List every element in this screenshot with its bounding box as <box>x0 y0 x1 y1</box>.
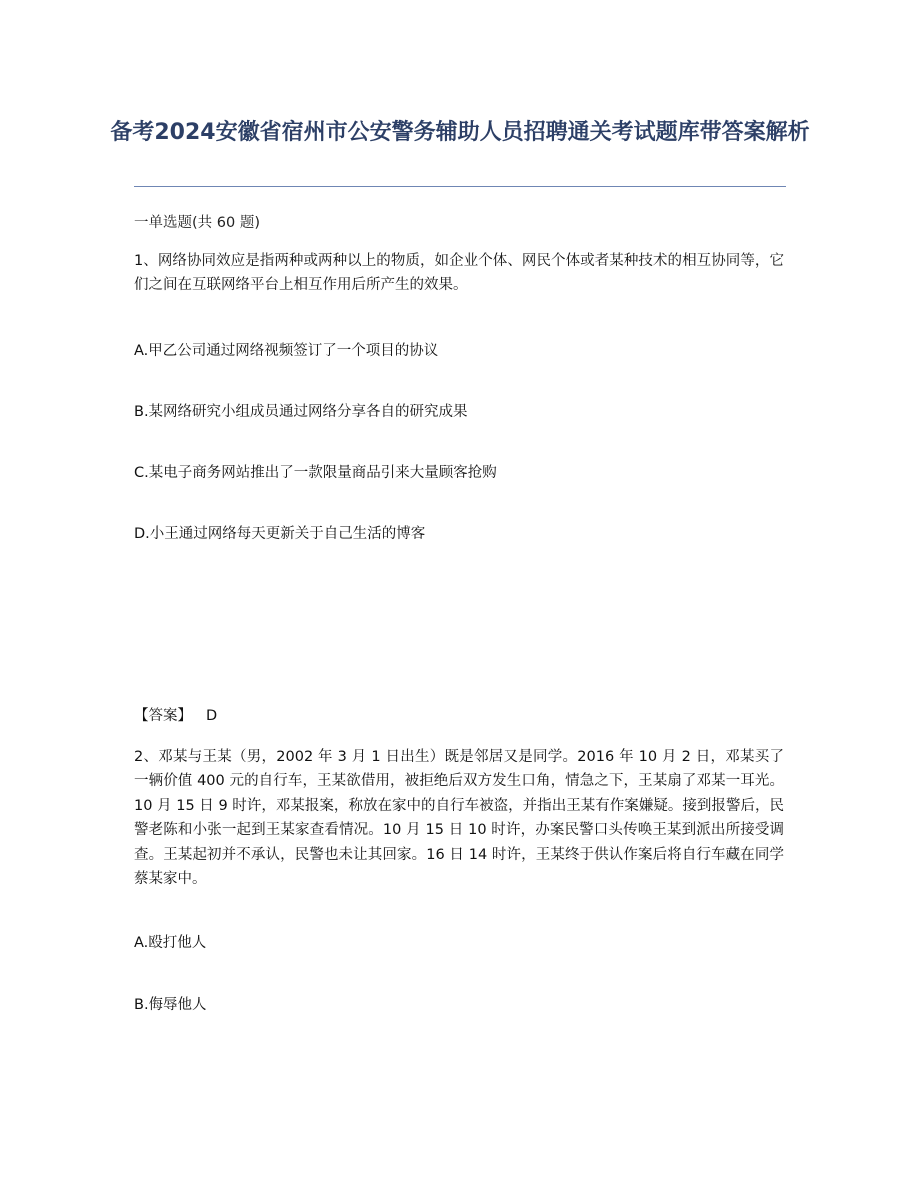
question-1-option-d: D.小王通过网络每天更新关于自己生活的博客 <box>134 526 426 542</box>
answer-label: 【答案】 <box>134 708 192 724</box>
title-divider <box>134 186 786 187</box>
question-2-option-b: B.侮辱他人 <box>134 997 207 1013</box>
question-1-answer <box>134 704 217 728</box>
section-heading: 一单选题(共 60 题) <box>134 215 260 231</box>
question-2-option-a: A.殴打他人 <box>134 935 207 951</box>
question-1-option-b: B.某网络研究小组成员通过网络分享各自的研究成果 <box>134 404 468 420</box>
question-1-stem: 1、网络协同效应是指两种或两种以上的物质，如企业个体、网民个体或者某种技术的相互协同等，它们之间在互联网络平台上相互作用后所产生的效果。 <box>134 253 784 294</box>
answer-value: D <box>206 708 218 724</box>
document-title: 备考2024安徽省宿州市公安警务辅助人员招聘通关考试题库带答案解析 <box>110 120 810 145</box>
question-1-option-c: C.某电子商务网站推出了一款限量商品引来大量顾客抢购 <box>134 465 497 481</box>
question-1-option-a: A.甲乙公司通过网络视频签订了一个项目的协议 <box>134 343 439 359</box>
question-2-stem: 2、邓某与王某（男，2002 年 3 月 1 日出生）既是邻居又是同学。2016 年 10 月 2 日，邓某买了一辆价值 400 元的自行车，王某欲借用，被拒绝后双方发生口角，情急之下，王某扇了邓某一耳光。10 月 15 日 9 时许，邓某报案，称放在家中的自行车被盗，并指出王某有作案嫌疑。接到报警后，民警老陈和小张一起到王某家查看情况。10 月 15 日 10 时许，办案民警口头传唤王某到派出所接受调查。王某起初并不承认，民警也未让其回家。16 日 14 时许，王某终于供认作案后将自行车藏在同学蔡某家中。 <box>134 749 784 888</box>
